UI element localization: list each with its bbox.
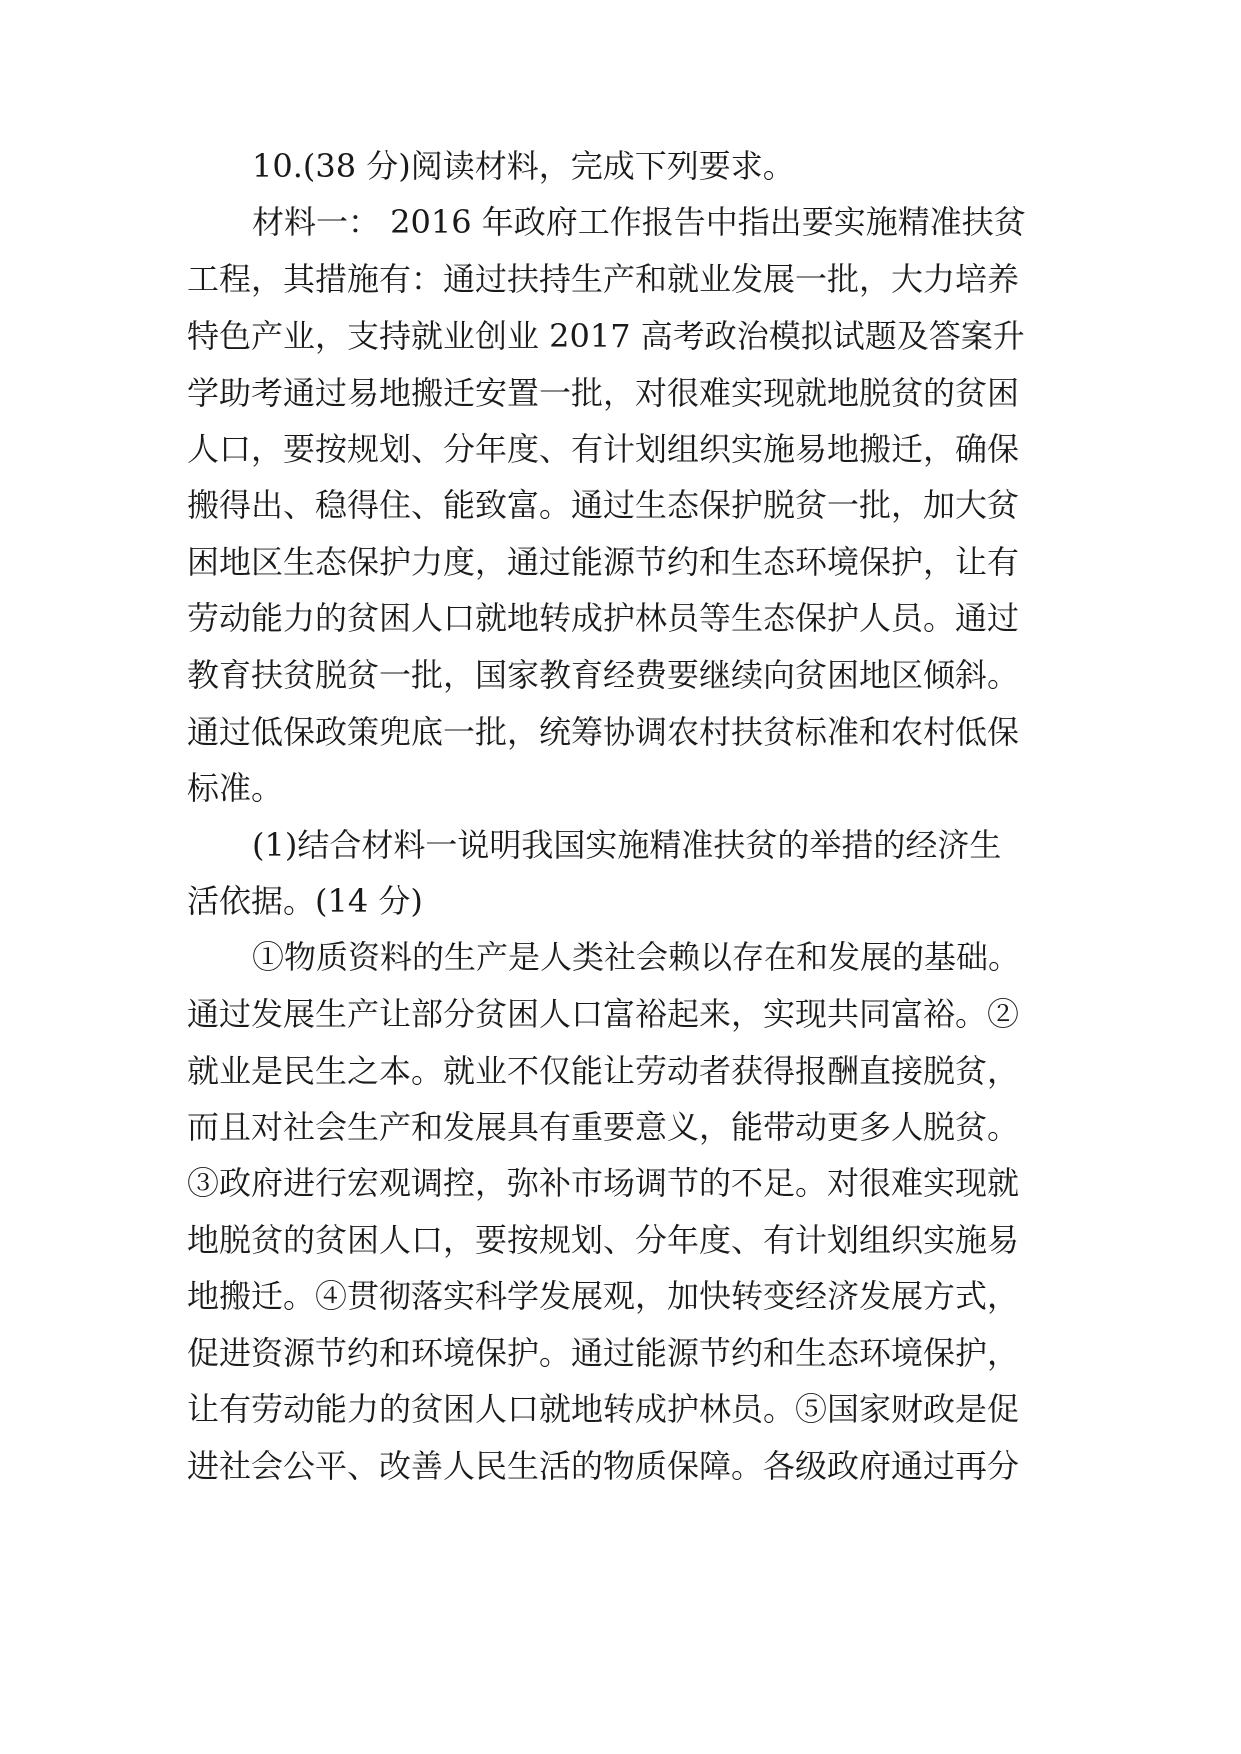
material-text-line: 学助考通过易地搬迁安置一批，对很难实现就地脱贫的贫困 (187, 374, 1020, 412)
material-text-line: 材料一： 2016 年政府工作报告中指出要实施精准扶贫 (252, 203, 1026, 241)
material-text-line: 搬得出、稳得住、能致富。通过生态保护脱贫一批，加大贫 (187, 486, 1020, 524)
answer-text-line: 让有劳动能力的贫困人口就地转成护林员。⑤国家财政是促 (187, 1390, 1020, 1428)
material-text-line: 困地区生态保护力度，通过能源节约和生态环境保护，让有 (187, 543, 1020, 581)
answer-text-line: 地脱贫的贫困人口，要按规划、分年度、有计划组织实施易 (187, 1221, 1020, 1259)
answer-text-line: 进社会公平、改善人民生活的物质保障。各级政府通过再分 (187, 1447, 1020, 1485)
material-text-line: 标准。 (187, 769, 284, 807)
answer-text-line: 通过发展生产让部分贫困人口富裕起来，实现共同富裕。② (187, 995, 1020, 1033)
material-text-line: 特色产业，支持就业创业 2017 高考政治模拟试题及答案升 (187, 317, 1025, 355)
question-heading-line: 10.(38 分)阅读材料，完成下列要求。 (252, 147, 795, 185)
material-text-line: 教育扶贫脱贫一批，国家教育经费要继续向贫困地区倾斜。 (187, 656, 1020, 694)
answer-text-line: ①物质资料的生产是人类社会赖以存在和发展的基础。 (252, 938, 1021, 976)
material-text-line: 人口，要按规划、分年度、有计划组织实施易地搬迁，确保 (187, 430, 1020, 468)
answer-text-line: 地搬迁。④贯彻落实科学发展观，加快转变经济发展方式， (187, 1277, 1020, 1315)
sub-question-line: (1)结合材料一说明我国实施精准扶贫的举措的经济生 (252, 826, 1002, 864)
answer-text-line: 促进资源节约和环境保护。通过能源节约和生态环境保护， (187, 1334, 1020, 1372)
material-text-line: 工程，其措施有：通过扶持生产和就业发展一批，大力培养 (187, 260, 1020, 298)
sub-question-line: 活依据。(14 分) (187, 882, 423, 920)
answer-text-line: 而且对社会生产和发展具有重要意义，能带动更多人脱贫。 (187, 1108, 1020, 1146)
answer-text-line: ③政府进行宏观调控，弥补市场调节的不足。对很难实现就 (187, 1164, 1020, 1202)
answer-text-line: 就业是民生之本。就业不仅能让劳动者获得报酬直接脱贫， (187, 1052, 1020, 1090)
material-text-line: 通过低保政策兜底一批，统筹协调农村扶贫标准和农村低保 (187, 713, 1020, 751)
material-text-line: 劳动能力的贫困人口就地转成护林员等生态保护人员。通过 (187, 599, 1020, 637)
